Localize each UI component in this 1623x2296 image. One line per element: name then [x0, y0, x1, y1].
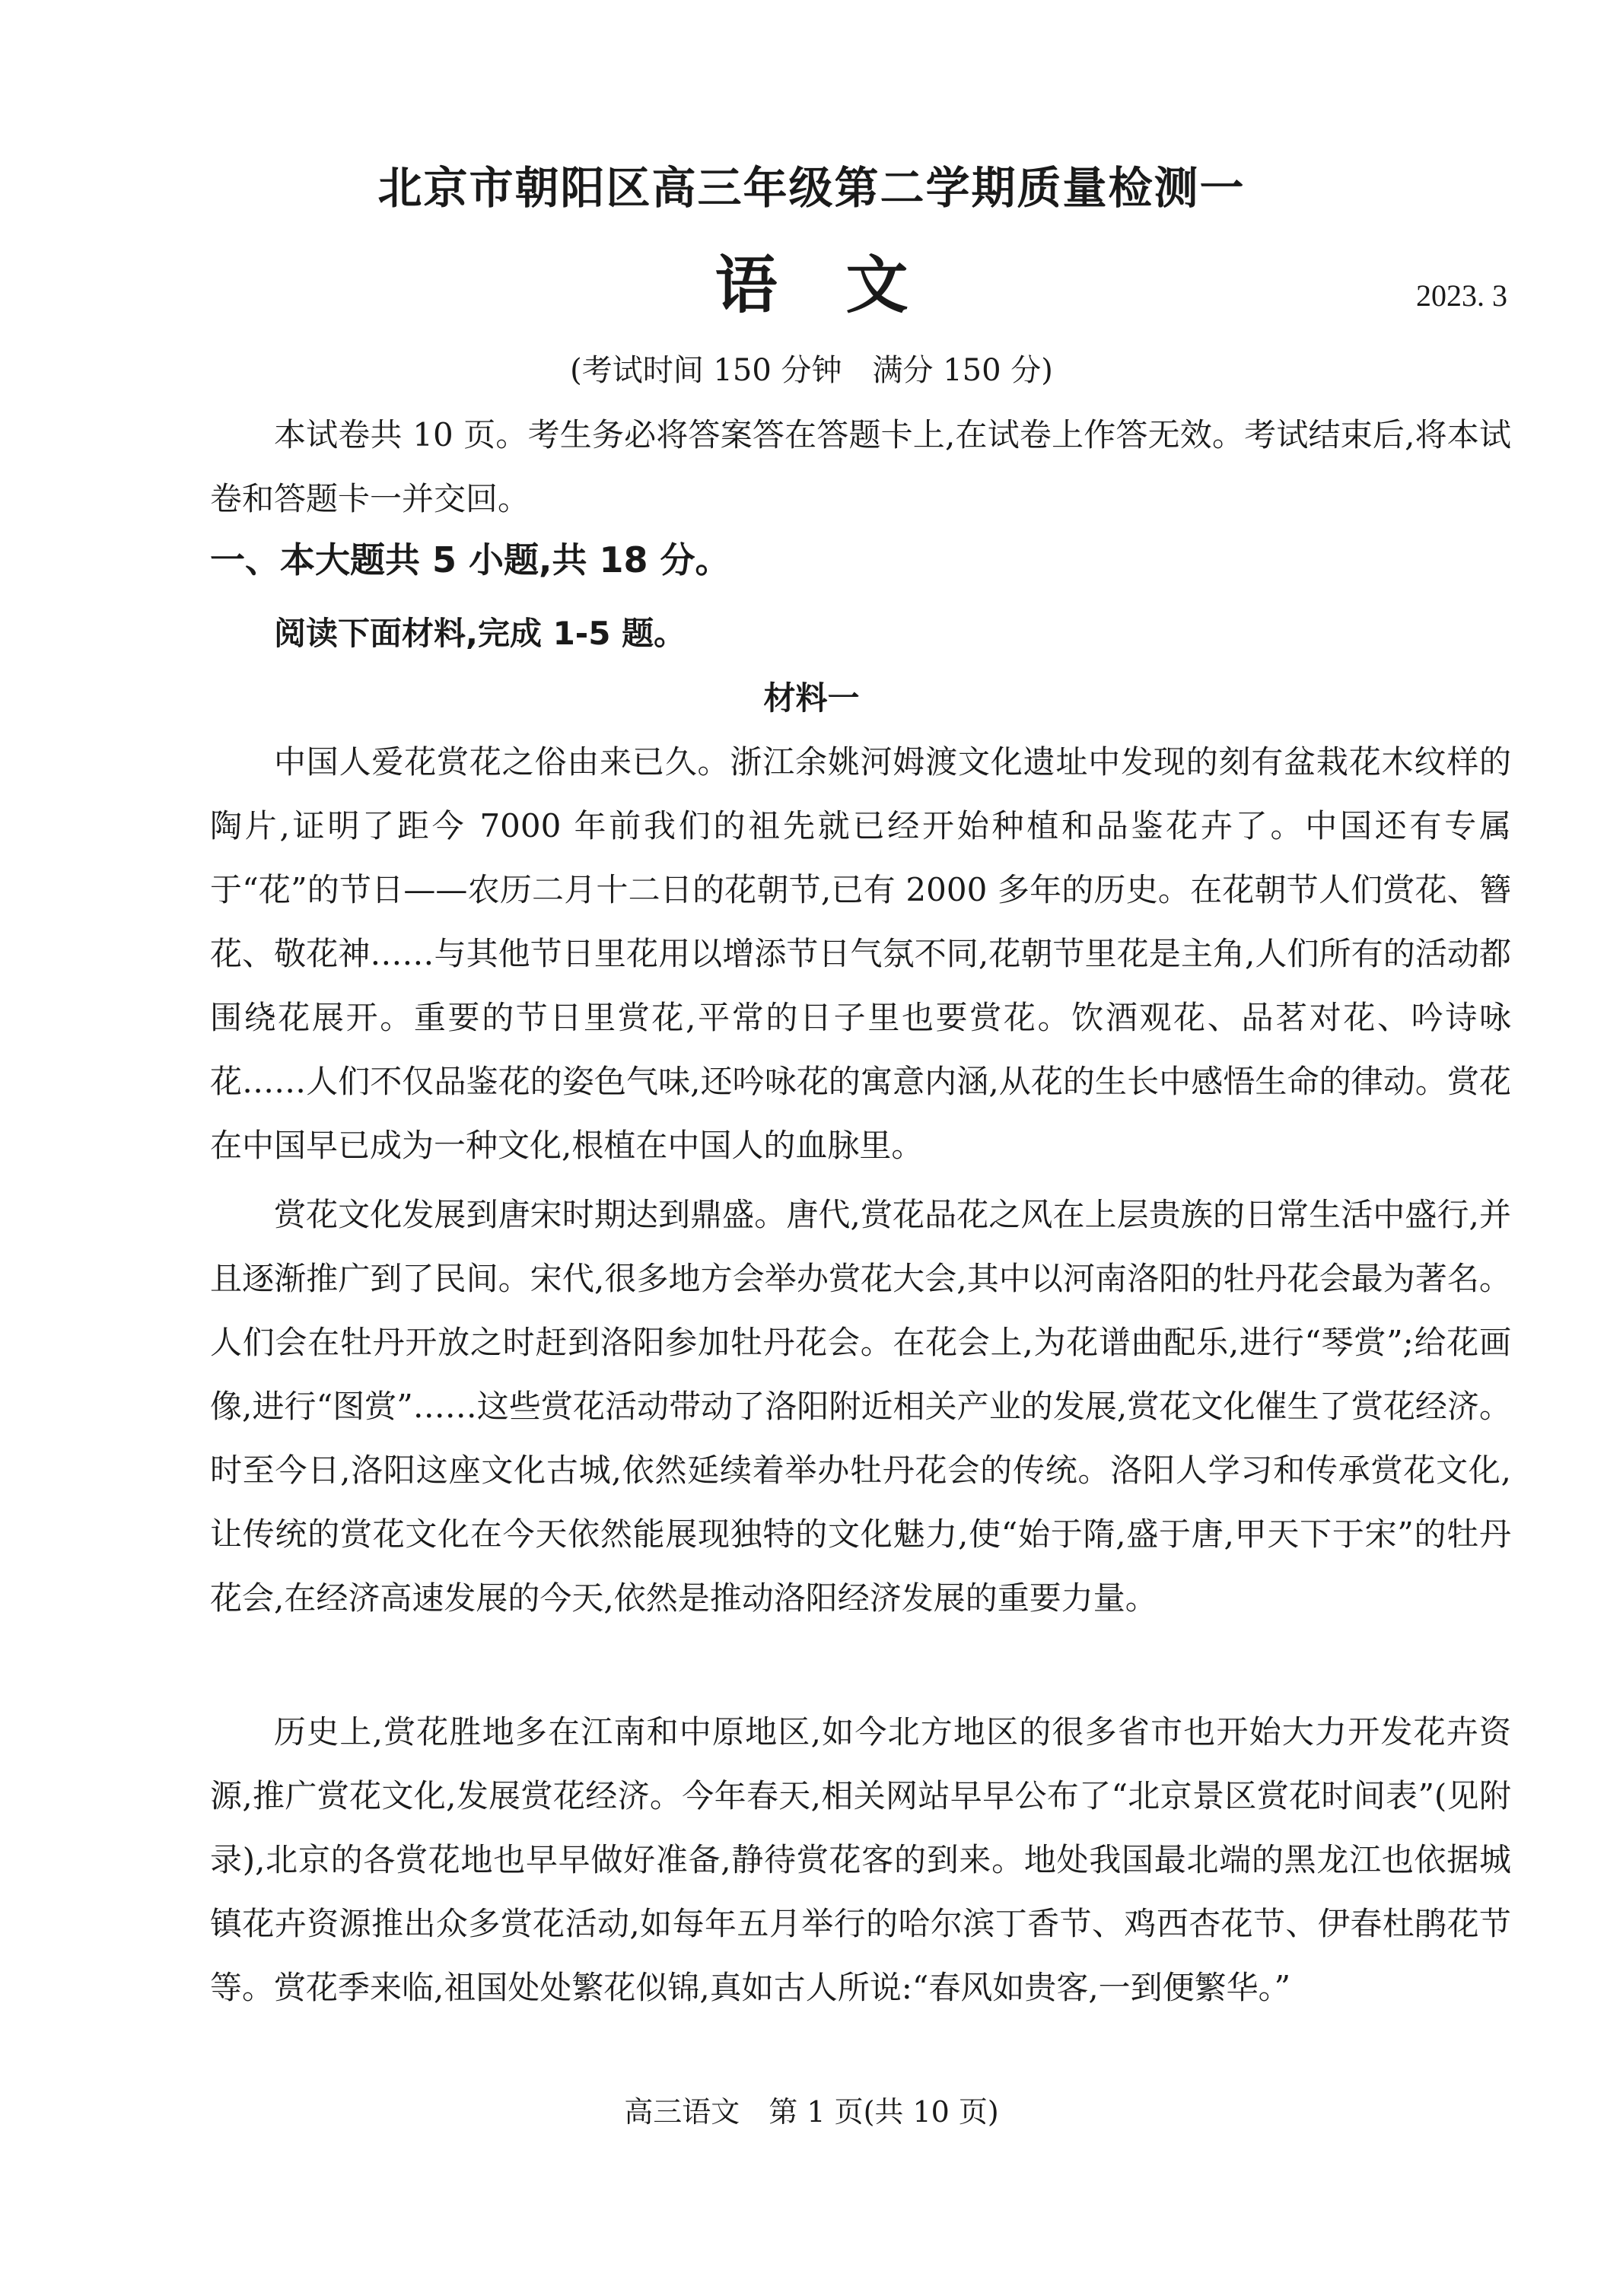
subject-title: 语文: [714, 249, 977, 322]
exam-instructions: 本试卷共 10 页。考生务必将答案答在答题卡上,在试卷上作答无效。考试结束后,将本试卷和答题卡一并交回。: [210, 416, 1511, 517]
section-heading: 一、本大题共 5 小题,共 18 分。: [210, 539, 730, 580]
exam-time-info: (考试时间 150 分钟 满分 150 分): [570, 353, 1053, 388]
material-paragraph: 历史上,赏花胜地多在江南和中原地区,如今北方地区的很多省市也开始大力开发花卉资源,推广赏花文化,发展赏花经济。今年春天,相关网站早早公布了“北京景区赏花时间表”(见附录),北京的各赏花地也早早做好准备,静待赏花客的到来。地处我国最北端的黑龙江也依据城镇花卉资源推出众多赏花活动,如每年五月举行的哈尔滨丁香节、鸡西杏花节、伊春杜鹃花节等。赏花季来临,祖国处处繁花似锦,真如古人所说:“春风如贵客,一到便繁华。”: [210, 1713, 1511, 2006]
page-footer: 高三语文 第 1 页(共 10 页): [624, 2095, 999, 2129]
material-paragraph: 中国人爱花赏花之俗由来已久。浙江余姚河姆渡文化遗址中发现的刻有盆栽花木纹样的陶片,证明了距今 7000 年前我们的祖先就已经开始种植和品鉴花卉了。中国还有专属于“花”的节日——农历二月十二日的花朝节,已有 2000 多年的历史。在花朝节人们赏花、簪花、敬花神……与其他节日里花用以增添节日气氛不同,花朝节里花是主角,人们所有的活动都围绕花展开。重要的节日里赏花,平常的日子里也要赏花。饮酒观花、品茗对花、吟诗咏花……人们不仅品鉴花的姿色气味,还吟咏花的寓意内涵,从花的生长中感悟生命的律动。赏花在中国早已成为一种文化,根植在中国人的血脉里。: [210, 743, 1511, 1164]
exam-title: 北京市朝阳区高三年级第二学期质量检测一: [377, 162, 1246, 214]
material-paragraph: 赏花文化发展到唐宋时期达到鼎盛。唐代,赏花品花之风在上层贵族的日常生活中盛行,并且逐渐推广到了民间。宋代,很多地方会举办赏花大会,其中以河南洛阳的牡丹花会最为著名。人们会在牡丹开放之时赶到洛阳参加牡丹花会。在花会上,为花谱曲配乐,进行“琴赏”;给花画像,进行“图赏”……这些赏花活动带动了洛阳附近相关产业的发展,赏花文化催生了赏花经济。时至今日,洛阳这座文化古城,依然延续着举办牡丹花会的传统。洛阳人学习和传承赏花文化,让传统的赏花文化在今天依然能展现独特的文化魅力,使“始于隋,盛于唐,甲天下于宋”的牡丹花会,在经济高速发展的今天,依然是推动洛阳经济发展的重要力量。: [210, 1196, 1511, 1617]
reading-instruction: 阅读下面材料,完成 1-5 题。: [274, 615, 686, 652]
material-title: 材料一: [763, 679, 860, 717]
exam-date: 2023. 3: [1416, 278, 1507, 313]
subject-row: [0, 247, 1623, 323]
